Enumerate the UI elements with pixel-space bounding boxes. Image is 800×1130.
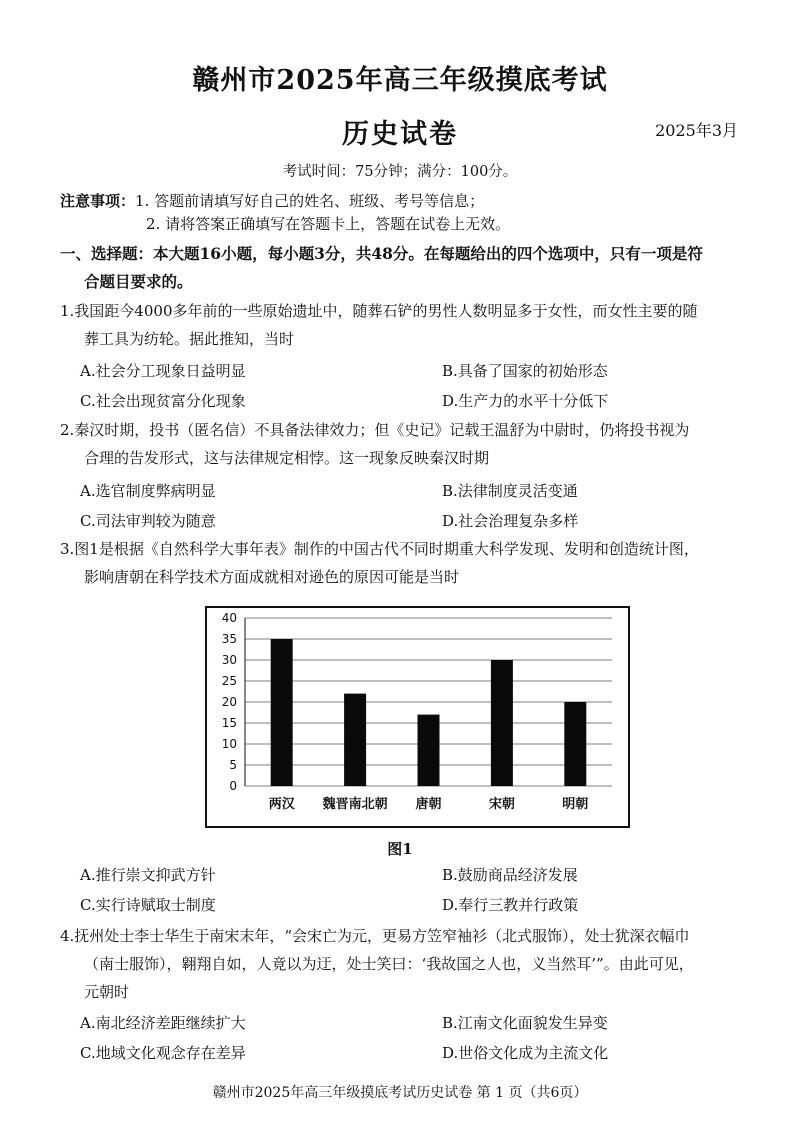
- question-4-line-1: 4.抚州处士李士华生于南宋末年，“会宋亡为元，更易方笠窄袖衫（北式服饰），处士犹深衣幅巾: [60, 927, 690, 945]
- option-2d[interactable]: D.社会治理复杂多样: [442, 512, 579, 530]
- question-4-line-3: 元朝时: [84, 983, 130, 1001]
- x-tick-label-2: 魏晋南北朝: [322, 797, 388, 812]
- x-tick-label-3: 唐朝: [415, 797, 442, 812]
- bar-1: [271, 639, 293, 786]
- question-2: [60, 416, 780, 472]
- figure-1-chart: [205, 606, 630, 828]
- page-footer: 赣州市2025年高三年级摸底考试历史试卷 第 1 页（共6页）: [212, 1085, 588, 1101]
- question-3-line-2: 影响唐朝在科学技术方面成就相对逊色的原因可能是当时: [84, 568, 460, 586]
- y-tick-label-0: 0: [229, 779, 237, 793]
- option-2a[interactable]: A.选官制度弊病明显: [80, 482, 216, 500]
- option-1a[interactable]: A.社会分工现象日益明显: [80, 362, 246, 380]
- notes-block: [60, 190, 510, 236]
- question-4-line-2: （南士服饰），翱翔自如，人竟以为迂，处士笑曰：‘我故国之人也，义当然耳’”。由此可见，: [84, 955, 694, 973]
- x-tick-label-1: 两汉: [268, 797, 295, 812]
- option-4b[interactable]: B.江南文化面貌发生异变: [442, 1014, 608, 1032]
- question-3: [60, 535, 780, 591]
- question-2-line-1: 2.秦汉时期，投书（匿名信）不具备法律效力；但《史记》记载王温舒为中尉时，仍将投书视为: [60, 421, 690, 439]
- question-4: [60, 922, 780, 1006]
- section-line-1: 一、选择题：本大题16小题，每小题3分，共48分。在每题给出的四个选项中，只有一项是符: [60, 244, 703, 263]
- y-tick-label-10: 10: [221, 737, 237, 751]
- y-tick-label-25: 25: [221, 674, 237, 688]
- y-tick-label-15: 15: [221, 716, 237, 730]
- section-line-2: 合题目要求的。: [84, 272, 193, 291]
- exam-subject: 历史试卷: [342, 119, 458, 150]
- bar-2: [344, 694, 366, 786]
- option-1c[interactable]: C.社会出现贫富分化现象: [80, 392, 246, 410]
- question-1: [60, 297, 780, 353]
- notes-label: 注意事项：: [60, 192, 136, 210]
- exam-time-info: 考试时间：75分钟；满分：100分。: [282, 164, 518, 180]
- option-4c[interactable]: C.地域文化观念存在差异: [80, 1044, 246, 1062]
- option-3d[interactable]: D.奉行三教并行政策: [442, 896, 579, 914]
- question-2-line-2: 合理的告发形式，这与法律规定相悖。这一现象反映秦汉时期: [84, 449, 490, 467]
- y-tick-label-35: 35: [221, 632, 237, 646]
- x-tick-label-4: 宋朝: [488, 797, 515, 812]
- y-tick-label-5: 5: [229, 758, 237, 772]
- question-3-line-1: 3.图1是根据《自然科学大事年表》制作的中国古代不同时期重大科学发现、发明和创造统计图，: [60, 540, 699, 558]
- option-4d[interactable]: D.世俗文化成为主流文化: [442, 1044, 609, 1062]
- exam-date: 2025年3月: [655, 121, 738, 140]
- bar-4: [491, 660, 513, 786]
- question-1-line-2: 葬工具为纺轮。据此推知，当时: [84, 330, 295, 348]
- option-1b[interactable]: B.具备了国家的初始形态: [442, 362, 608, 380]
- exam-title: 赣州市2025年高三年级摸底考试: [192, 65, 608, 96]
- option-4a[interactable]: A.南北经济差距继续扩大: [80, 1014, 246, 1032]
- bar-chart: [207, 608, 628, 826]
- x-tick-label-5: 明朝: [562, 797, 589, 812]
- question-1-line-1: 1.我国距今4000多年前的一些原始遗址中，随葬石铲的男性人数明显多于女性，而女性主要的随: [60, 302, 698, 320]
- bar-5: [564, 702, 586, 786]
- option-3b[interactable]: B.鼓励商品经济发展: [442, 866, 578, 884]
- section-header: [60, 240, 780, 296]
- option-3c[interactable]: C.实行诗赋取士制度: [80, 896, 216, 914]
- option-2c[interactable]: C.司法审判较为随意: [80, 512, 216, 530]
- y-tick-label-20: 20: [221, 695, 237, 709]
- option-3a[interactable]: A.推行崇文抑武方针: [80, 866, 216, 884]
- option-1d[interactable]: D.生产力的水平十分低下: [442, 392, 609, 410]
- note-item-2: 2. 请将答案正确填写在答题卡上，答题在试卷上无效。: [146, 215, 511, 233]
- figure-caption: 图1: [387, 840, 413, 858]
- y-tick-label-30: 30: [221, 653, 237, 667]
- note-item-1: 1. 答题前请填写好自己的姓名、班级、考号等信息；: [135, 192, 485, 210]
- y-tick-label-40: 40: [221, 611, 237, 625]
- option-2b[interactable]: B.法律制度灵活变通: [442, 482, 578, 500]
- note-line-1: [60, 190, 510, 213]
- bar-3: [418, 715, 440, 786]
